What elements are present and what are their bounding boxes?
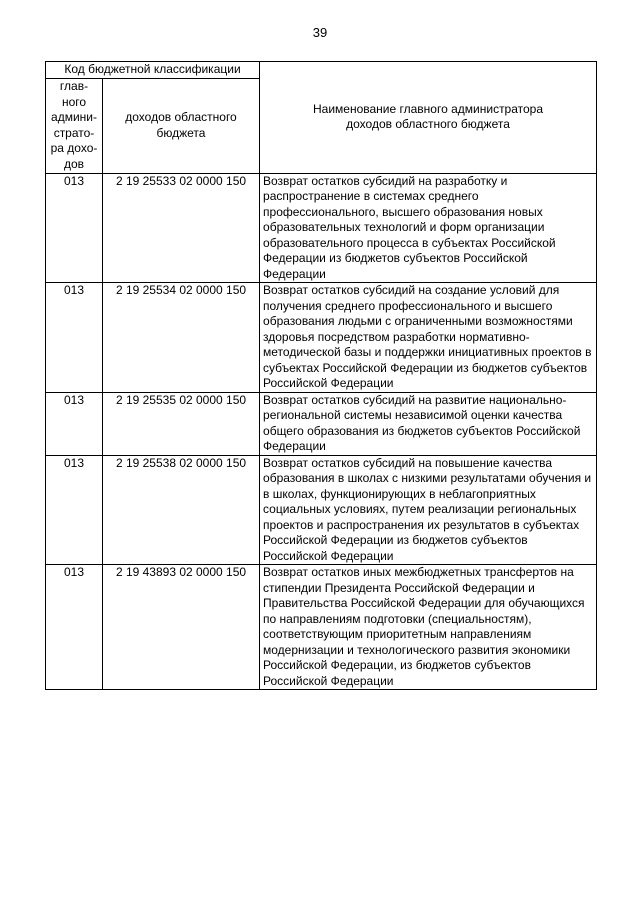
- income-code-cell: 2 19 25538 02 0000 150: [103, 455, 260, 565]
- income-name-cell: Возврат остатков иных межбюджетных трансфертов на стипендии Президента Российской Федерации и Правительства Российской Федерации для обучающихся по направлениям подготовки (специальностям), соответствующим приоритетным направлениям модернизации и технологического развития экономики Российской Федерации, из бюджетов субъектов Российской Федерации: [260, 565, 597, 690]
- table-row: [46, 173, 597, 283]
- header-admin-line: глав-: [59, 79, 89, 93]
- header-admin-line: страто-: [53, 125, 95, 140]
- income-name-cell: Возврат остатков субсидий на повышение качества образования в школах с низкими результатами обучения и в школах, функционирующих в неблагоприятных социальных условиях, путем реализации региональных проектов и распространения их результатов в субъектах Российской Федерации из бюджетов субъектов Российской Федерации: [260, 455, 597, 565]
- income-code-cell: 2 19 25534 02 0000 150: [103, 283, 260, 393]
- header-regional-income-text: доходов областного бюджета: [125, 110, 237, 140]
- income-name-cell: Возврат остатков субсидий на разработку и распространение в системах среднего профессионального, высшего образования новых образовательных технологий и форм организации образовательного процесса в субъектах Российской Федерации из бюджетов субъектов Российской Федерации: [260, 173, 597, 283]
- header-admin-line: админи-: [51, 110, 97, 124]
- income-name-cell: Возврат остатков субсидий на развитие национально-региональной системы независимой оценки качества общего образования из бюджетов субъектов Российской Федерации: [260, 392, 597, 455]
- income-code-cell: 2 19 25535 02 0000 150: [103, 392, 260, 455]
- header-admin-line: ра дохо-: [50, 141, 98, 155]
- table-row: [46, 565, 597, 690]
- header-main-administrator: [46, 78, 103, 173]
- income-name-cell: Возврат остатков субсидий на создание условий для получения среднего профессионального и высшего образования людьми с ограниченными возможностями здоровья посредством разработки нормативно-методической базы и поддержки инициативных проектов в субъектах Российской Федерации из бюджетов субъектов Российской Федерации: [260, 283, 597, 393]
- admin-code-cell: 013: [46, 392, 103, 455]
- header-budget-classification-code: Код бюджетной классификации: [46, 62, 260, 79]
- admin-code-cell: 013: [46, 173, 103, 283]
- admin-code-cell: 013: [46, 565, 103, 690]
- admin-code-cell: 013: [46, 455, 103, 565]
- header-row-group: [46, 62, 597, 79]
- budget-classification-table: [45, 61, 597, 690]
- admin-code-cell: 013: [46, 283, 103, 393]
- table-row: [46, 392, 597, 455]
- header-admin-line: дов: [63, 156, 85, 171]
- header-administrator-name-text: Наименование главного администратора доходов областного бюджета: [313, 101, 544, 132]
- header-regional-income: [103, 78, 260, 173]
- table-row: [46, 283, 597, 393]
- table-row: [46, 455, 597, 565]
- header-administrator-name: [260, 62, 597, 174]
- page-number: 39: [312, 25, 328, 40]
- header-admin-line: ного: [61, 94, 87, 109]
- income-code-cell: 2 19 25533 02 0000 150: [103, 173, 260, 283]
- income-code-cell: 2 19 43893 02 0000 150: [103, 565, 260, 690]
